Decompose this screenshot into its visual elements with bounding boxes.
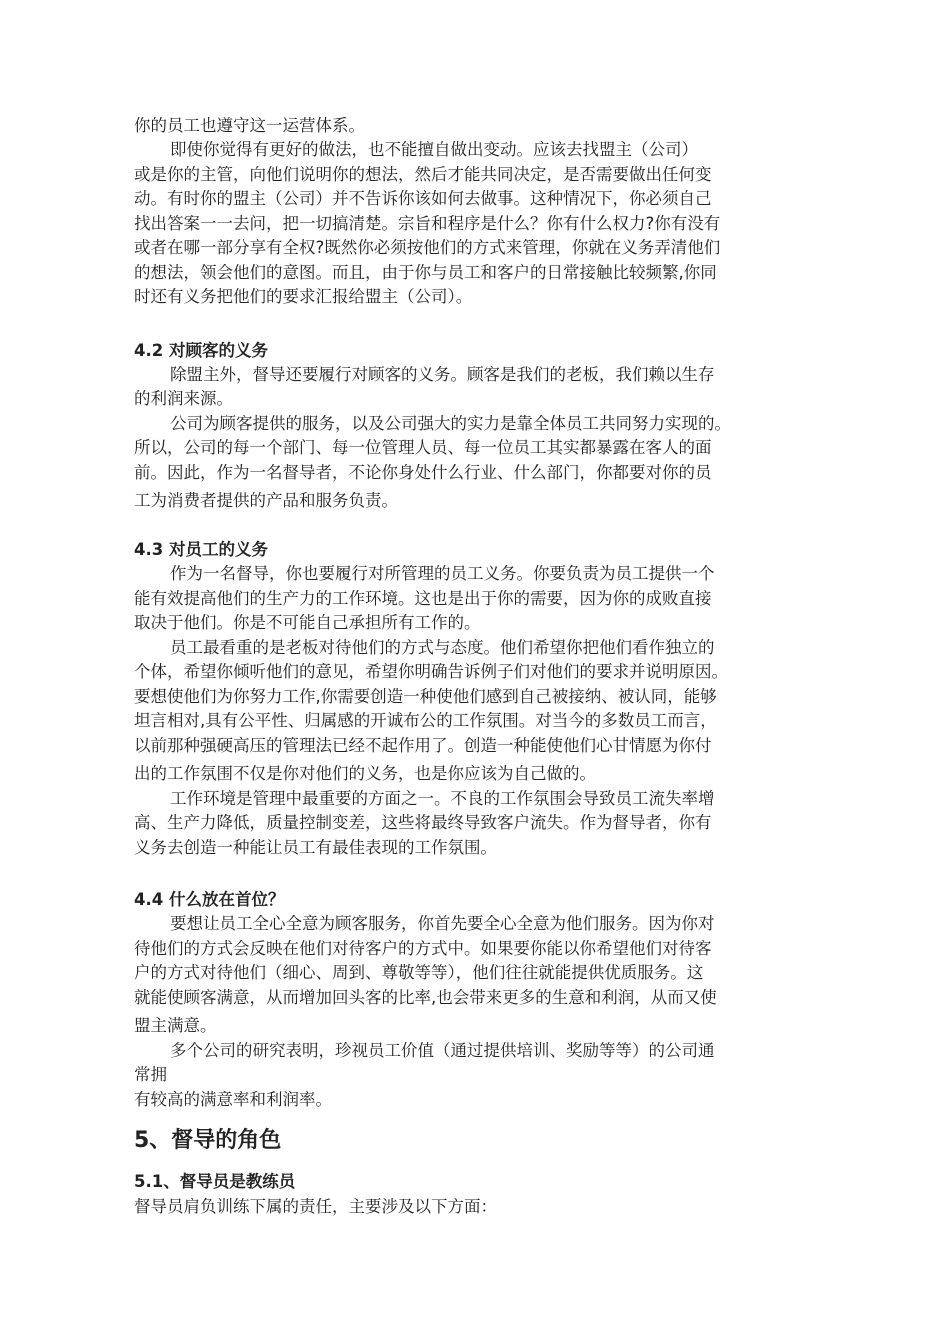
paragraph-line: 时还有义务把他们的要求汇报给盟主（公司）。 bbox=[134, 287, 473, 306]
paragraph-line: 就能使顾客满意，从而增加回头客的比率,也会带来更多的生意和利润，从而又使 bbox=[134, 988, 717, 1007]
paragraph-line: 工为消费者提供的产品和服务负责。 bbox=[134, 491, 398, 510]
paragraph-line: 常拥 bbox=[134, 1065, 167, 1084]
paragraph-line: 公司为顾客提供的服务，以及公司强大的实力是靠全体员工共同努力实现的。 bbox=[170, 414, 731, 433]
subsection-heading: 5.1、督导员是教练员 bbox=[134, 1172, 296, 1191]
paragraph-line: 前。因此，作为一名督导者，不论你身处什么行业、什么部门，你都要对你的员 bbox=[134, 463, 712, 482]
section-heading: 4.4 什么放在首位？ bbox=[134, 890, 285, 909]
paragraph-line: 义务去创造一种能让员工有最佳表现的工作氛围。 bbox=[134, 838, 497, 857]
paragraph-line: 出的工作氛围不仅是你对他们的义务，也是你应该为自己做的。 bbox=[134, 764, 596, 783]
paragraph-line: 的想法，领会他们的意图。而且，由于你与员工和客户的日常接触比较频繁,你同 bbox=[134, 263, 717, 282]
section-heading: 4.2 对顾客的义务 bbox=[134, 341, 268, 360]
paragraph-line: 动。有时你的盟主（公司）并不告诉你该如何去做事。这种情况下，你必须自己 bbox=[134, 189, 712, 208]
paragraph-line: 要想使他们为你努力工作,你需要创造一种使他们感到自己被接纳、被认同，能够 bbox=[134, 687, 717, 706]
paragraph-line: 你的员工也遵守这一运营体系。 bbox=[134, 116, 365, 135]
paragraph-line: 督导员肩负训练下属的责任，主要涉及以下方面： bbox=[134, 1197, 497, 1216]
paragraph-line: 找出答案一一去问，把一切搞清楚。宗旨和程序是什么？你有什么权力?你有没有 bbox=[134, 214, 721, 233]
paragraph-line: 或是你的主管，向他们说明你的想法，然后才能共同决定，是否需要做出任何变 bbox=[134, 165, 712, 184]
paragraph-line: 所以，公司的每一个部门、每一位管理人员、每一位员工其实都暴露在客人的面 bbox=[134, 438, 712, 457]
paragraph-line: 的利润来源。 bbox=[134, 389, 233, 408]
paragraph-line: 作为一名督导，你也要履行对所管理的员工义务。你要负责为员工提供一个 bbox=[170, 564, 715, 583]
chapter-heading: 5、督导的角色 bbox=[134, 1128, 282, 1153]
paragraph-line: 户的方式对待他们（细心、周到、尊敬等等），他们往往就能提供优质服务。这 bbox=[134, 963, 704, 982]
paragraph-line: 盟主满意。 bbox=[134, 1016, 217, 1035]
paragraph-line: 待他们的方式会反映在他们对待客户的方式中。如果要你能以你希望他们对待客 bbox=[134, 939, 712, 958]
paragraph-line: 取决于他们。你是不可能自己承担所有工作的。 bbox=[134, 613, 481, 632]
paragraph-line: 高、生产力降低，质量控制变差，这些将最终导致客户流失。作为督导者，你有 bbox=[134, 813, 712, 832]
paragraph-line: 能有效提高他们的生产力的工作环境。这也是出于你的需要，因为你的成败直接 bbox=[134, 589, 712, 608]
paragraph-line: 有较高的满意率和利润率。 bbox=[134, 1090, 332, 1109]
paragraph-line: 工作环境是管理中最重要的方面之一。不良的工作氛围会导致员工流失率增 bbox=[170, 789, 715, 808]
paragraph-line: 多个公司的研究表明，珍视员工价值（通过提供培训、奖励等等）的公司通 bbox=[170, 1041, 715, 1060]
paragraph-line: 要想让员工全心全意为顾客服务，你首先要全心全意为他们服务。因为你对 bbox=[170, 914, 715, 933]
section-heading: 4.3 对员工的义务 bbox=[134, 540, 268, 559]
paragraph-line: 或者在哪一部分享有全权?既然你必须按他们的方式来管理，你就在义务弄清他们 bbox=[134, 238, 721, 257]
paragraph-line: 个体，希望你倾听他们的意见，希望你明确告诉例子们对他们的要求并说明原因。 bbox=[134, 662, 728, 681]
paragraph-line: 除盟主外，督导还要履行对顾客的义务。顾客是我们的老板，我们赖以生存 bbox=[170, 365, 715, 384]
paragraph-line: 以前那种强硬高压的管理法已经不起作用了。创造一种能使他们心甘情愿为你付 bbox=[134, 736, 712, 755]
paragraph-line: 坦言相对,具有公平性、归属感的开诚布公的工作氛围。对当今的多数员工而言， bbox=[134, 711, 717, 730]
paragraph-line: 即使你觉得有更好的做法，也不能擅自做出变动。应该去找盟主（公司） bbox=[170, 140, 698, 159]
paragraph-line: 员工最看重的是老板对待他们的方式与态度。他们希望你把他们看作独立的 bbox=[170, 638, 715, 657]
